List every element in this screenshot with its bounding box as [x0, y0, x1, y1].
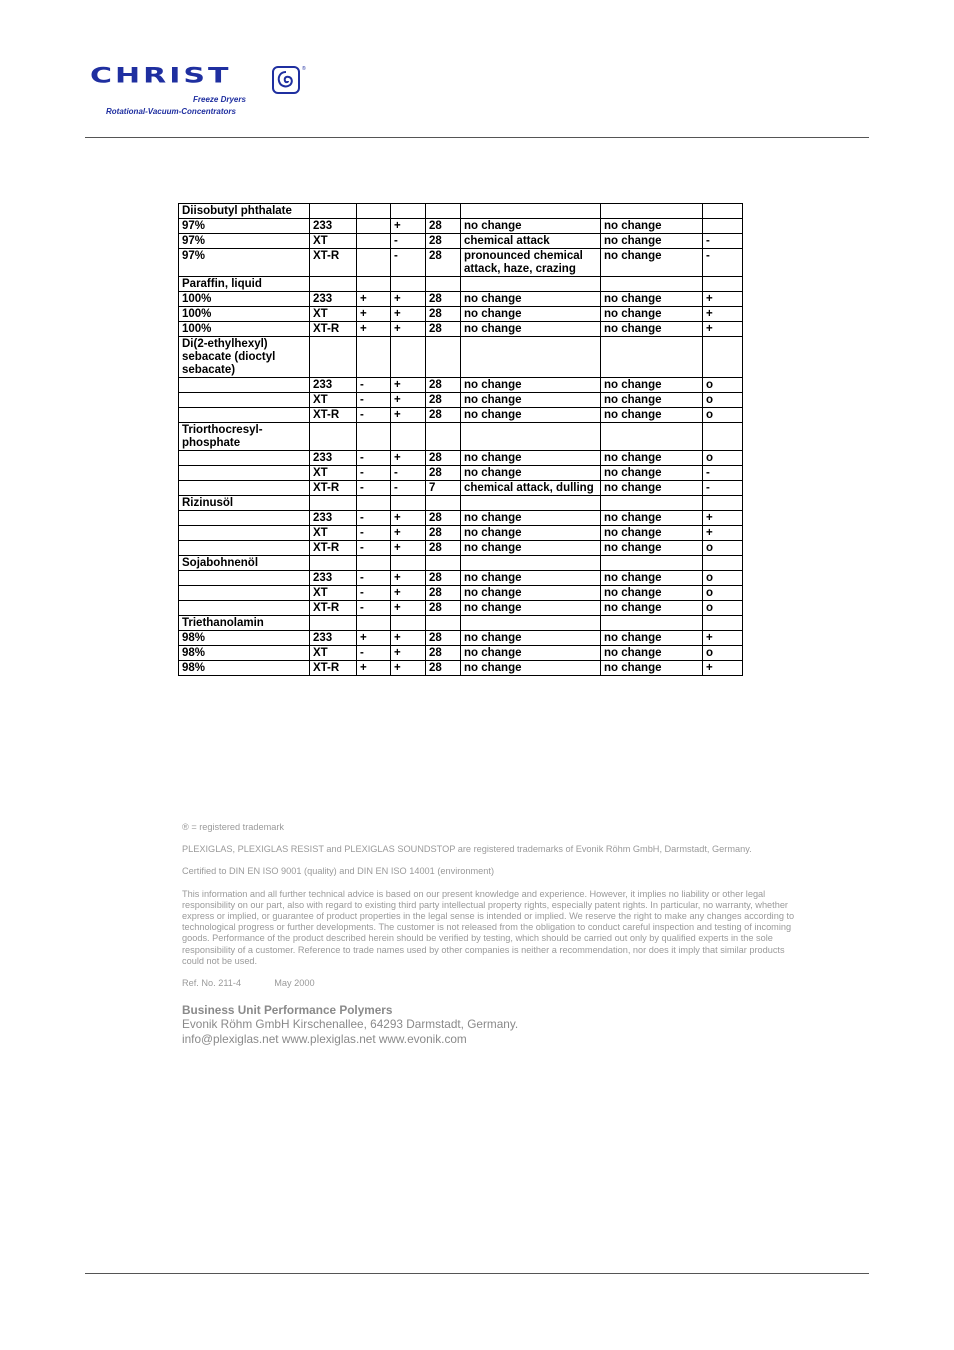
table-cell: -: [357, 571, 391, 586]
table-cell: 98%: [179, 646, 310, 661]
table-cell: +: [391, 631, 426, 646]
table-cell: 233: [310, 451, 357, 466]
table-cell: [179, 601, 310, 616]
table-cell: [179, 511, 310, 526]
table-cell: +: [703, 307, 743, 322]
table-cell: no change: [601, 571, 703, 586]
table-cell: no change: [461, 219, 601, 234]
table-cell: no change: [601, 601, 703, 616]
table-cell: no change: [461, 661, 601, 676]
table-cell: -: [357, 541, 391, 556]
disclaimer-text: This information and all further technical advice is based on our present knowledge and experience. However, it implies no liability or other legal responsibility on our part, also with regard to existing third party intellectual property rights, especially patent rights. In particular, no warranty, whether express or implied, or guarantee of product properties in the legal sense is intended or implied. We reserve the right to make any changes according to technological progress or further developments. The customer is not released from the obligation to conduct careful inspection and testing of incoming goods. Performance of the product described herein should be verified by testing, which should be carried out only by qualified experts in the sole responsibility of a customer. Reference to trade names used by other companies is neither a recommendation, nor does it imply that similar products could not be used.: [182, 888, 795, 966]
table-cell: XT-R: [310, 661, 357, 676]
table-cell: XT: [310, 393, 357, 408]
company-contacts: info@plexiglas.net www.plexiglas.net www.evonik.com: [182, 1031, 467, 1046]
table-cell: [357, 204, 391, 219]
table-row: [179, 292, 743, 307]
table-cell: [310, 616, 357, 631]
table-cell: [179, 451, 310, 466]
table-cell: +: [391, 646, 426, 661]
business-unit: Business Unit Performance Polymers: [182, 1003, 393, 1018]
table-cell: o: [703, 451, 743, 466]
table-group-row: [179, 204, 743, 219]
table-cell: +: [357, 661, 391, 676]
table-cell: [601, 616, 703, 631]
table-cell: no change: [461, 586, 601, 601]
table-cell: no change: [461, 541, 601, 556]
table-cell: [357, 249, 391, 277]
table-cell: [461, 277, 601, 292]
table-cell: -: [391, 466, 426, 481]
table-cell: chemical attack, dulling: [461, 481, 601, 496]
table-row: [179, 541, 743, 556]
table-cell: [703, 204, 743, 219]
table-row: [179, 249, 743, 277]
table-cell: XT: [310, 526, 357, 541]
table-cell: -: [391, 234, 426, 249]
table-cell: no change: [461, 646, 601, 661]
table-cell: [703, 556, 743, 571]
table-cell: 98%: [179, 631, 310, 646]
table-cell: +: [391, 661, 426, 676]
logo-wordmark: CHRIST: [90, 63, 232, 89]
table-group-row: [179, 423, 743, 451]
table-cell: [601, 496, 703, 511]
table-cell: [426, 556, 461, 571]
table-cell: [426, 616, 461, 631]
table-cell: +: [357, 292, 391, 307]
table-cell: -: [391, 249, 426, 277]
table-row: [179, 586, 743, 601]
table-cell: [461, 616, 601, 631]
table-group-row: [179, 496, 743, 511]
table-cell: 28: [426, 511, 461, 526]
table-cell: no change: [601, 249, 703, 277]
table-cell: +: [391, 586, 426, 601]
ref-date: May 2000: [274, 978, 315, 989]
table-row: [179, 526, 743, 541]
table-row: [179, 393, 743, 408]
table-cell: no change: [601, 646, 703, 661]
table-cell: 233: [310, 219, 357, 234]
table-cell: +: [391, 378, 426, 393]
ref-number: Ref. No. 211-4: [182, 978, 242, 989]
table-cell: [461, 204, 601, 219]
table-cell: [357, 616, 391, 631]
table-group-row: [179, 616, 743, 631]
table-cell: [601, 556, 703, 571]
table-cell: [601, 337, 703, 378]
table-row: [179, 646, 743, 661]
registered-mark: ®: [302, 66, 306, 72]
table-row: [179, 378, 743, 393]
table-cell: [461, 423, 601, 451]
table-cell: [179, 586, 310, 601]
table-cell: no change: [601, 481, 703, 496]
table-cell: 100%: [179, 322, 310, 337]
table-cell: 28: [426, 571, 461, 586]
table-cell: XT-R: [310, 408, 357, 423]
table-cell: XT: [310, 466, 357, 481]
table-cell: [310, 556, 357, 571]
table-cell: 28: [426, 526, 461, 541]
table-row: [179, 408, 743, 423]
table-cell: no change: [461, 511, 601, 526]
table-cell: -: [357, 451, 391, 466]
table-cell: [357, 219, 391, 234]
table-cell: [703, 496, 743, 511]
table-cell: 97%: [179, 219, 310, 234]
table-cell: [310, 277, 357, 292]
table-cell: no change: [461, 451, 601, 466]
table-cell: +: [391, 541, 426, 556]
table-cell: XT: [310, 307, 357, 322]
table-cell: no change: [461, 378, 601, 393]
table-cell: o: [703, 541, 743, 556]
table-cell: [357, 337, 391, 378]
table-group-row: [179, 337, 743, 378]
table-cell: -: [357, 378, 391, 393]
table-cell: no change: [601, 661, 703, 676]
table-cell: +: [391, 322, 426, 337]
table-cell: +: [703, 511, 743, 526]
table-cell: -: [357, 481, 391, 496]
table-cell: 28: [426, 249, 461, 277]
table-cell: +: [391, 511, 426, 526]
christ-logo: [90, 62, 320, 122]
table-cell: [357, 277, 391, 292]
table-cell: [703, 337, 743, 378]
table-row: [179, 571, 743, 586]
table-cell: [179, 466, 310, 481]
table-cell: 28: [426, 234, 461, 249]
table-cell: no change: [461, 631, 601, 646]
logo-subtitle-freeze-dryers: Freeze Dryers: [193, 95, 246, 104]
table-cell: no change: [601, 451, 703, 466]
reference-line: [182, 978, 806, 989]
table-cell: -: [357, 466, 391, 481]
table-cell: [357, 234, 391, 249]
table-cell: 233: [310, 571, 357, 586]
table-cell: 233: [310, 631, 357, 646]
table-cell: 28: [426, 219, 461, 234]
table-row: [179, 481, 743, 496]
table-cell: no change: [461, 322, 601, 337]
table-cell: 28: [426, 586, 461, 601]
table-cell: 28: [426, 631, 461, 646]
table-cell: -: [357, 646, 391, 661]
table-row: [179, 511, 743, 526]
table-cell: no change: [461, 292, 601, 307]
substance-name: Sojabohnenöl: [179, 556, 310, 571]
substance-name: Paraffin, liquid: [179, 277, 310, 292]
table-cell: 28: [426, 451, 461, 466]
substance-name: Triethanolamin: [179, 616, 310, 631]
table-cell: +: [703, 322, 743, 337]
table-cell: XT-R: [310, 249, 357, 277]
table-cell: 28: [426, 541, 461, 556]
table-cell: [601, 277, 703, 292]
table-cell: -: [357, 601, 391, 616]
table-cell: +: [391, 526, 426, 541]
substance-name: Diisobutyl phthalate: [179, 204, 310, 219]
table-cell: [601, 204, 703, 219]
table-cell: 233: [310, 511, 357, 526]
table-cell: no change: [601, 292, 703, 307]
table-cell: [703, 219, 743, 234]
table-row: [179, 307, 743, 322]
table-cell: XT-R: [310, 601, 357, 616]
table-group-row: [179, 277, 743, 292]
table-cell: [310, 204, 357, 219]
table-cell: -: [357, 511, 391, 526]
table-row: [179, 234, 743, 249]
page-header: [0, 0, 954, 138]
table-cell: [703, 423, 743, 451]
table-cell: [391, 556, 426, 571]
table-cell: 28: [426, 322, 461, 337]
table-cell: +: [391, 601, 426, 616]
table-cell: [391, 204, 426, 219]
table-cell: +: [391, 571, 426, 586]
table-cell: +: [357, 322, 391, 337]
table-cell: no change: [601, 526, 703, 541]
table-cell: o: [703, 393, 743, 408]
table-cell: -: [391, 481, 426, 496]
table-cell: 233: [310, 292, 357, 307]
footer-divider: [85, 1273, 869, 1274]
table-cell: [703, 277, 743, 292]
table-cell: o: [703, 378, 743, 393]
table-cell: +: [391, 307, 426, 322]
table-cell: no change: [601, 541, 703, 556]
table-cell: 97%: [179, 234, 310, 249]
table-cell: [391, 616, 426, 631]
table-cell: +: [703, 661, 743, 676]
table-cell: 28: [426, 466, 461, 481]
table-cell: +: [391, 219, 426, 234]
table-cell: [426, 204, 461, 219]
table-row: [179, 466, 743, 481]
table-cell: +: [703, 631, 743, 646]
table-cell: no change: [601, 234, 703, 249]
company-address: Evonik Röhm GmbH Kirschenallee, 64293 Darmstadt, Germany.: [182, 1017, 519, 1032]
company-block: [182, 1003, 806, 1046]
substance-name: Rizinusöl: [179, 496, 310, 511]
table-cell: 28: [426, 661, 461, 676]
table-row: [179, 661, 743, 676]
table-cell: no change: [601, 511, 703, 526]
table-cell: no change: [461, 571, 601, 586]
footer-notes: [182, 822, 806, 1046]
table-cell: +: [391, 408, 426, 423]
table-cell: [179, 481, 310, 496]
table-cell: XT: [310, 586, 357, 601]
table-cell: [601, 423, 703, 451]
table-cell: no change: [461, 393, 601, 408]
substance-name: Di(2-ethylhexyl) sebacate (dioctyl sebacate): [179, 337, 310, 378]
table-cell: no change: [461, 307, 601, 322]
table-cell: XT-R: [310, 481, 357, 496]
table-cell: -: [357, 586, 391, 601]
table-group-row: [179, 556, 743, 571]
table-cell: +: [391, 451, 426, 466]
certification-note: Certified to DIN EN ISO 9001 (quality) and DIN EN ISO 14001 (environment): [182, 866, 494, 877]
table-cell: [179, 526, 310, 541]
table-cell: [391, 337, 426, 378]
substance-name: Triorthocresyl-phosphate: [179, 423, 310, 451]
table-cell: no change: [601, 466, 703, 481]
table-cell: [179, 393, 310, 408]
chemical-resistance-table: [178, 203, 743, 676]
table-cell: [391, 423, 426, 451]
table-cell: o: [703, 646, 743, 661]
table-row: [179, 631, 743, 646]
table-cell: -: [357, 408, 391, 423]
table-cell: no change: [601, 307, 703, 322]
table-row: [179, 451, 743, 466]
table-cell: 98%: [179, 661, 310, 676]
table-row: [179, 322, 743, 337]
table-cell: [461, 337, 601, 378]
table-cell: pronounced chemical attack, haze, crazing: [461, 249, 601, 277]
table-cell: -: [703, 234, 743, 249]
table-cell: 28: [426, 601, 461, 616]
table-cell: -: [703, 249, 743, 277]
table-cell: [310, 337, 357, 378]
table-cell: no change: [461, 601, 601, 616]
table-row: [179, 601, 743, 616]
table-cell: 28: [426, 292, 461, 307]
trademarks-statement: PLEXIGLAS, PLEXIGLAS RESIST and PLEXIGLAS SOUNDSTOP are registered trademarks of Evonik Röhm GmbH, Darmstadt, Germany.: [182, 844, 752, 855]
table-cell: o: [703, 601, 743, 616]
table-cell: [426, 337, 461, 378]
table-cell: no change: [601, 322, 703, 337]
table-cell: no change: [601, 586, 703, 601]
table-cell: 100%: [179, 307, 310, 322]
table-cell: XT-R: [310, 322, 357, 337]
table-cell: [357, 556, 391, 571]
table-cell: XT-R: [310, 541, 357, 556]
table-row: [179, 219, 743, 234]
table-cell: +: [357, 307, 391, 322]
trademark-note: ® = registered trademark: [182, 822, 285, 832]
table-cell: 28: [426, 408, 461, 423]
logo-subtitle-concentrators: Rotational-Vacuum-Concentrators: [106, 107, 236, 116]
table-cell: 28: [426, 307, 461, 322]
table-cell: no change: [601, 219, 703, 234]
table-cell: [703, 616, 743, 631]
table-cell: +: [391, 393, 426, 408]
table-cell: [310, 423, 357, 451]
table-cell: -: [357, 526, 391, 541]
table-cell: 28: [426, 378, 461, 393]
table-cell: no change: [461, 526, 601, 541]
table-cell: XT: [310, 234, 357, 249]
table-cell: [461, 556, 601, 571]
table-cell: 28: [426, 393, 461, 408]
table-cell: -: [703, 481, 743, 496]
table-cell: o: [703, 571, 743, 586]
table-cell: +: [703, 292, 743, 307]
table-cell: [426, 277, 461, 292]
table-cell: 7: [426, 481, 461, 496]
table-cell: [426, 496, 461, 511]
swirl-logo-icon: [272, 66, 302, 94]
table-cell: o: [703, 586, 743, 601]
table-cell: -: [703, 466, 743, 481]
table-cell: [179, 408, 310, 423]
table-cell: [179, 571, 310, 586]
table-cell: +: [391, 292, 426, 307]
table-cell: chemical attack: [461, 234, 601, 249]
table-cell: 100%: [179, 292, 310, 307]
table-cell: no change: [461, 408, 601, 423]
table-cell: no change: [601, 378, 703, 393]
table-cell: [179, 378, 310, 393]
table-cell: [310, 496, 357, 511]
table-cell: [426, 423, 461, 451]
table-cell: o: [703, 408, 743, 423]
table-cell: 97%: [179, 249, 310, 277]
table-cell: +: [703, 526, 743, 541]
table-cell: [357, 423, 391, 451]
header-divider: [85, 137, 869, 138]
table-cell: no change: [601, 408, 703, 423]
table-cell: [179, 541, 310, 556]
table-cell: [391, 277, 426, 292]
table-cell: +: [357, 631, 391, 646]
table-cell: XT: [310, 646, 357, 661]
table-cell: 28: [426, 646, 461, 661]
table-cell: -: [357, 393, 391, 408]
table-cell: no change: [461, 466, 601, 481]
table-cell: [391, 496, 426, 511]
table-cell: no change: [601, 631, 703, 646]
table-cell: [357, 496, 391, 511]
table-cell: no change: [601, 393, 703, 408]
table-cell: 233: [310, 378, 357, 393]
table-cell: [461, 496, 601, 511]
